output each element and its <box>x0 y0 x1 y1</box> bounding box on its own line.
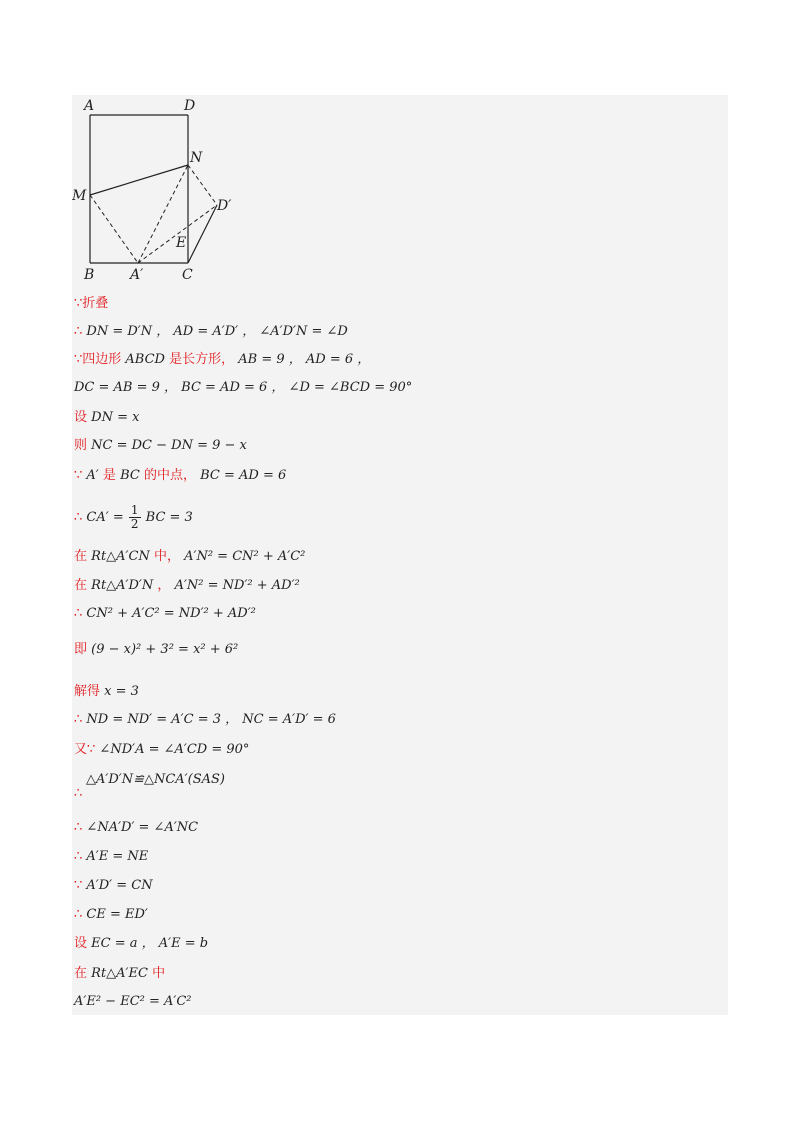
segment-MN <box>90 165 188 195</box>
solution-line-4 <box>74 376 412 400</box>
line-text: 中， <box>153 549 180 564</box>
line-prefix: ∴ <box>74 786 83 801</box>
solution-line-15 <box>74 738 249 762</box>
label-B: B <box>84 267 95 283</box>
fraction-denominator: 2 <box>130 517 139 531</box>
line-prefix: ∴ <box>74 820 83 835</box>
line-prefix: ∴ <box>74 324 83 339</box>
label-A: A <box>84 98 95 114</box>
line-prefix: ∵ <box>74 878 83 893</box>
solution-line-7 <box>74 464 286 488</box>
solution-line-3 <box>74 348 370 372</box>
solution-line-9 <box>74 545 305 569</box>
segment-ApDp <box>138 205 217 263</box>
line-prefix: 在 <box>74 966 88 981</box>
line-text: 的中点， <box>143 468 196 483</box>
line-math: BC = AD = 6 <box>200 468 287 483</box>
line-prefix: ∵ <box>74 468 83 483</box>
line-math: (9 − x)² + 3² = x² + 6² <box>91 642 239 657</box>
solution-line-17 <box>74 816 198 840</box>
solution-line-8 <box>74 502 193 534</box>
line-math: x = 3 <box>104 684 139 699</box>
line-math: ∠ND′A = ∠A′CD = 90° <box>99 742 250 757</box>
label-Ap: A′ <box>130 267 144 283</box>
solution-line-12 <box>74 638 238 662</box>
solution-line-6 <box>74 434 247 458</box>
line-prefix: ∴ <box>74 849 83 864</box>
line-math: BC <box>120 468 140 483</box>
line-math: CN² + A′C² = ND′² + AD′² <box>86 606 256 621</box>
solution-line-10 <box>74 574 300 598</box>
fraction-numerator: 1 <box>130 503 139 517</box>
line-math: A′E = NE <box>86 849 149 864</box>
solution-line-23 <box>74 990 192 1014</box>
line-math: Rt△A′D′N <box>91 578 154 593</box>
line-prefix: 即 <box>74 642 88 657</box>
line-math: DN = x <box>91 410 140 425</box>
segment-NDp <box>188 165 217 205</box>
label-N: N <box>190 150 203 166</box>
line-math: DC = AB = 9 ， BC = AD = 6 ， ∠D = ∠BCD = 90° <box>74 380 413 395</box>
solution-line-20 <box>74 903 148 927</box>
line-text: 中 <box>152 966 166 981</box>
segment-CDp <box>188 205 217 263</box>
solution-line-16 <box>74 768 225 804</box>
line-math: DN = D′N ， AD = A′D′ ， ∠A′D′N = ∠D <box>86 324 348 339</box>
line-prefix: 则 <box>74 438 88 453</box>
line-math: △A′D′N≌△NCA′(SAS) <box>86 772 225 787</box>
solution-line-21 <box>74 932 208 956</box>
line-prefix: 在 <box>74 549 88 564</box>
solution-line-2 <box>74 320 348 344</box>
line-prefix: 又∵ <box>74 742 96 757</box>
line-math: ABCD <box>125 352 165 367</box>
line-math: ∠NA′D′ = ∠A′NC <box>86 820 199 835</box>
solution-line-11 <box>74 602 256 626</box>
solution-line-22 <box>74 962 165 986</box>
segment-MAp <box>90 195 138 263</box>
label-D: D <box>184 98 196 114</box>
line-math: CE = ED′ <box>86 907 148 922</box>
line-math: Rt△A′EC <box>91 966 148 981</box>
line-prefix: ∴ <box>74 510 83 525</box>
line-prefix: 设 <box>74 936 88 951</box>
line-math: AB = 9 ， AD = 6 ， <box>238 352 371 367</box>
line-math: A′E² − EC² = A′C² <box>74 994 192 1009</box>
line-math: EC = a ， A′E = b <box>91 936 209 951</box>
solution-line-18 <box>74 845 148 869</box>
line-prefix: ∵四边形 <box>74 352 122 367</box>
solution-line-19 <box>74 874 153 898</box>
line-prefix: 解得 <box>74 684 101 699</box>
line-prefix: ∴ <box>74 606 83 621</box>
line-math: BC = 3 <box>145 510 193 525</box>
line-prefix: ∵折叠 <box>74 296 109 311</box>
solution-line-14 <box>74 708 336 732</box>
line-math: A′ <box>86 468 99 483</box>
line-prefix: 在 <box>74 578 88 593</box>
line-text: ， <box>157 578 171 593</box>
label-E: E <box>176 235 187 251</box>
line-prefix: ∴ <box>74 712 83 727</box>
line-math: A′N² = ND′² + AD′² <box>174 578 300 593</box>
line-math: ND = ND′ = A′C = 3 ， NC = A′D′ = 6 <box>86 712 336 727</box>
line-text: 是长方形， <box>169 352 235 367</box>
label-M: M <box>72 188 87 204</box>
label-Dp: D′ <box>217 198 232 214</box>
line-prefix: ∴ <box>74 907 83 922</box>
geometry-figure <box>72 95 242 285</box>
line-math: A′N² = CN² + A′C² <box>184 549 306 564</box>
line-math: Rt△A′CN <box>91 549 150 564</box>
label-C: C <box>182 267 193 283</box>
fraction <box>129 504 141 531</box>
line-math: NC = DC − DN = 9 − x <box>91 438 247 453</box>
line-math: A′D′ = CN <box>86 878 153 893</box>
solution-line-1 <box>74 292 108 316</box>
line-math: CA′ = <box>86 510 124 525</box>
line-text: 是 <box>102 468 116 483</box>
solution-line-5 <box>74 406 139 430</box>
solution-line-13 <box>74 680 139 704</box>
line-prefix: 设 <box>74 410 88 425</box>
